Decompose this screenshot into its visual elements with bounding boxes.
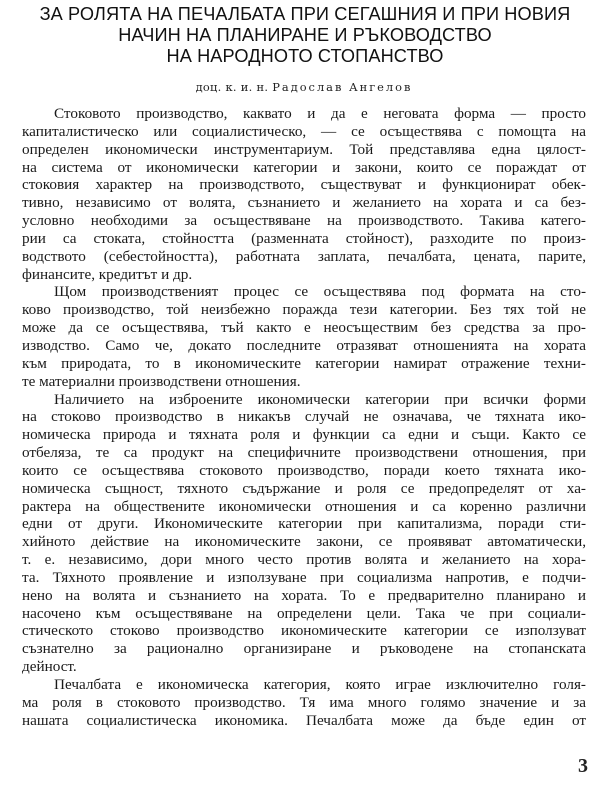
text-line: съзнателно за рационално организиране и ръководене на стопанската — [22, 640, 586, 658]
text-line: т. е. независимо, дори много често против волята и желанието на хора- — [22, 551, 586, 569]
paragraph — [22, 391, 586, 677]
page-number: 3 — [578, 755, 588, 777]
text-line: рии са стоката, стойността (разменната стойност), разходите по произ- — [22, 229, 586, 247]
text-line: изводство. Само че, докато последните отразяват отношенията на хората — [22, 336, 586, 354]
text-line: на стоково производство в никакъв случай не означава, че тяхната ико- — [22, 408, 586, 426]
text-line: дейност. — [22, 658, 77, 676]
text-line: които се осъществява стоковото производство, поради което тяхната ико- — [22, 461, 586, 479]
text-line: нашата социалистическа икономика. Печалбата може да бъде един от — [22, 711, 586, 729]
text-line: финансите, кредитът и др. — [22, 265, 193, 283]
text-line: хийното действие на икономическите закони, се проявяват автоматически, — [22, 533, 586, 551]
text-line: Щом производственият процес се осъществява под формата на сто- — [54, 283, 586, 301]
paragraph — [22, 283, 586, 390]
text-line: номическа същност, тяхното съдържание и роля се предопределят от ха- — [22, 479, 586, 497]
text-line: Печалбата е икономическа категория, която играе изключително голя- — [54, 676, 586, 693]
author-byline — [22, 79, 586, 95]
paragraph — [22, 105, 586, 283]
author-prefix: доц. к. и. н. — [195, 80, 269, 94]
text-line: рактера на обществените икономически отношения и са коренно различни — [22, 497, 586, 515]
article-title — [8, 4, 600, 67]
text-line: едни от други. Икономическите категории при капитализма, поради сти- — [22, 515, 586, 533]
paragraph — [22, 676, 586, 730]
text-line: та. Тяхното проявление и използуване при социализма напротив, е подчи- — [22, 568, 586, 586]
text-line: капиталистическо или социалистическо, — се осъществява с помощта на — [22, 122, 586, 140]
article-body — [22, 105, 586, 730]
text-line: Наличието на изброените икономически категории при всички форми — [54, 390, 586, 408]
text-line: стоковия характер на производството, съществуват и функционират обек- — [22, 176, 586, 194]
title-line: НА НАРОДНОТО СТОПАНСТВО — [166, 46, 444, 66]
text-line: към природата, то в икономическите категории намират отражение техни- — [22, 354, 586, 372]
text-line: нено на волята и съзнанието на хората. То е предварително планирано и — [22, 586, 586, 604]
author-name: Радослав Ангелов — [272, 80, 413, 94]
text-line: на система от икономически категории и закони, които се пораждат от — [22, 158, 586, 176]
text-line: те материални производствени отношения. — [22, 372, 301, 390]
text-line: насочено към осъществяване на определени цели. Така че при социали- — [22, 604, 586, 622]
text-line: Стоковото производство, каквато и да е неговата форма — просто — [54, 105, 586, 122]
text-line: условно необходими за осъществяване на производството. Такива катего- — [22, 212, 586, 230]
text-line: номическа природа и тяхната роля и функции са едни и същи. Както се — [22, 426, 586, 444]
title-line: НАЧИН НА ПЛАНИРАНЕ И РЪКОВОДСТВО — [118, 25, 492, 45]
text-line: отбеляза, те са продукт на специфичните производствени отношения, при — [22, 444, 586, 462]
text-line: стическото стоково производство икономическите категории се използуват — [22, 622, 586, 640]
text-line: може да се осъществява, тъй както е неосъществим без средства за про- — [22, 319, 586, 337]
text-line: водството (себестойността), работната заплата, печалбата, цената, парите, — [22, 247, 586, 265]
text-line: определен икономически инструментариум. Той представлява една цялост- — [22, 140, 586, 158]
text-line: ково производство, той неизбежно поражда тези категории. Без тях той не — [22, 301, 586, 319]
text-line: ма роля в стоковото производство. Тя има много голямо значение и за — [22, 693, 586, 711]
title-line: ЗА РОЛЯТА НА ПЕЧАЛБАТА ПРИ СЕГАШНИЯ И ПРИ НОВИЯ — [39, 4, 571, 24]
text-line: тивно, независимо от волята, съзнанието и желанието на хората и са без- — [22, 194, 586, 212]
